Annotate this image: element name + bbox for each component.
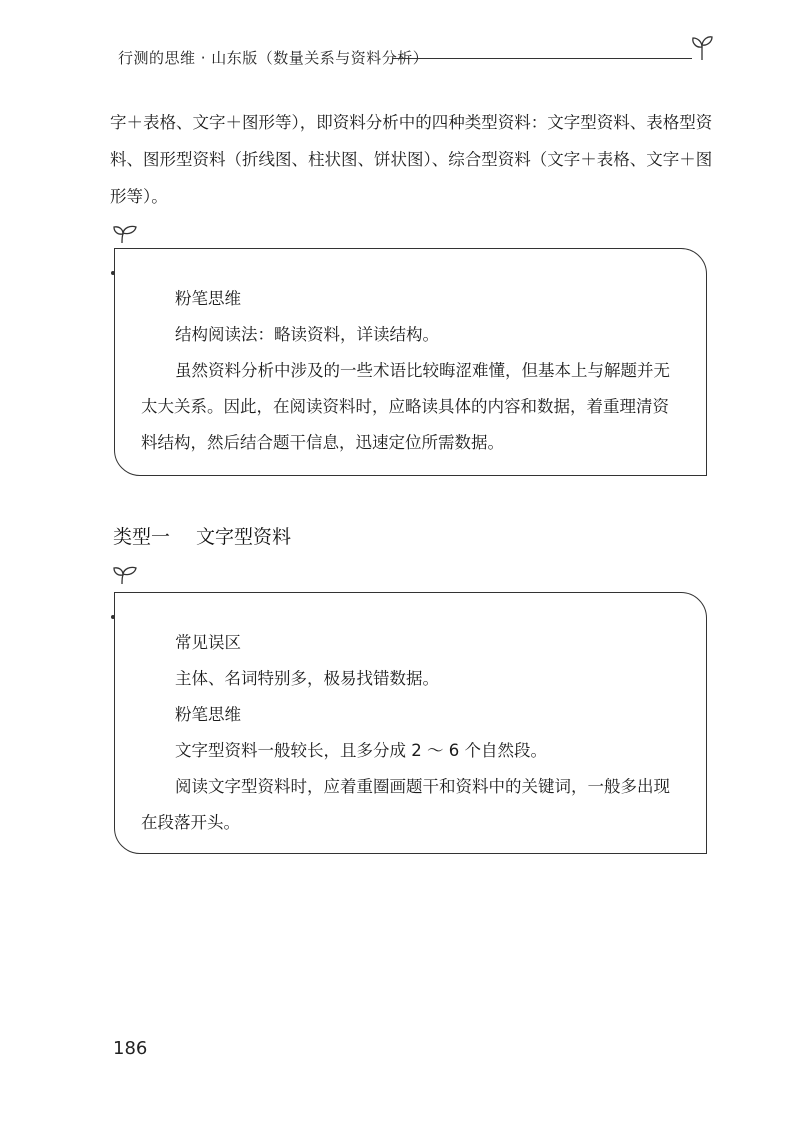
box-text: 主体、名词特别多，极易找错数据。	[175, 669, 439, 688]
page-number: 186	[113, 1038, 148, 1059]
section-number: 类型一	[113, 526, 171, 548]
box-heading: 粉笔思维	[175, 289, 241, 308]
box-text: 文字型资料一般较长，且多分成 2 ～ 6 个自然段。	[175, 741, 547, 760]
section-name: 文字型资料	[196, 526, 292, 548]
tip-box-structure-reading	[114, 248, 707, 476]
sprout-icon	[112, 564, 140, 586]
box-corner-mark	[111, 271, 115, 275]
box-heading: 常见误区	[175, 633, 241, 652]
box-text: 阅读文字型资料时，应着重圈画题干和资料中的关键词，一般多出现在段落开头。	[141, 777, 670, 832]
header-rule	[392, 58, 692, 59]
box-text: 虽然资料分析中涉及的一些术语比较晦涩难懂，但基本上与解题并无太大关系。因此，在阅读资料时，应略读具体的内容和数据，着重理清资料结构，然后结合题干信息，迅速定位所需数据。	[141, 361, 670, 452]
sprout-icon	[112, 223, 140, 245]
box-heading: 粉笔思维	[175, 705, 241, 724]
running-header-title: 行测的思维 · 山东版（数量关系与资料分析）	[118, 49, 429, 67]
section-title	[113, 522, 291, 549]
sprout-icon	[690, 34, 714, 60]
intro-paragraph: 字＋表格、文字＋图形等），即资料分析中的四种类型资料：文字型资料、表格型资料、图形型资料（折线图、柱状图、饼状图）、综合型资料（文字＋表格、文字＋图形等）。	[110, 113, 713, 206]
box-corner-mark	[111, 615, 115, 619]
box-text: 结构阅读法：略读资料，详读结构。	[175, 325, 439, 344]
tip-box-text-materials	[114, 592, 707, 854]
